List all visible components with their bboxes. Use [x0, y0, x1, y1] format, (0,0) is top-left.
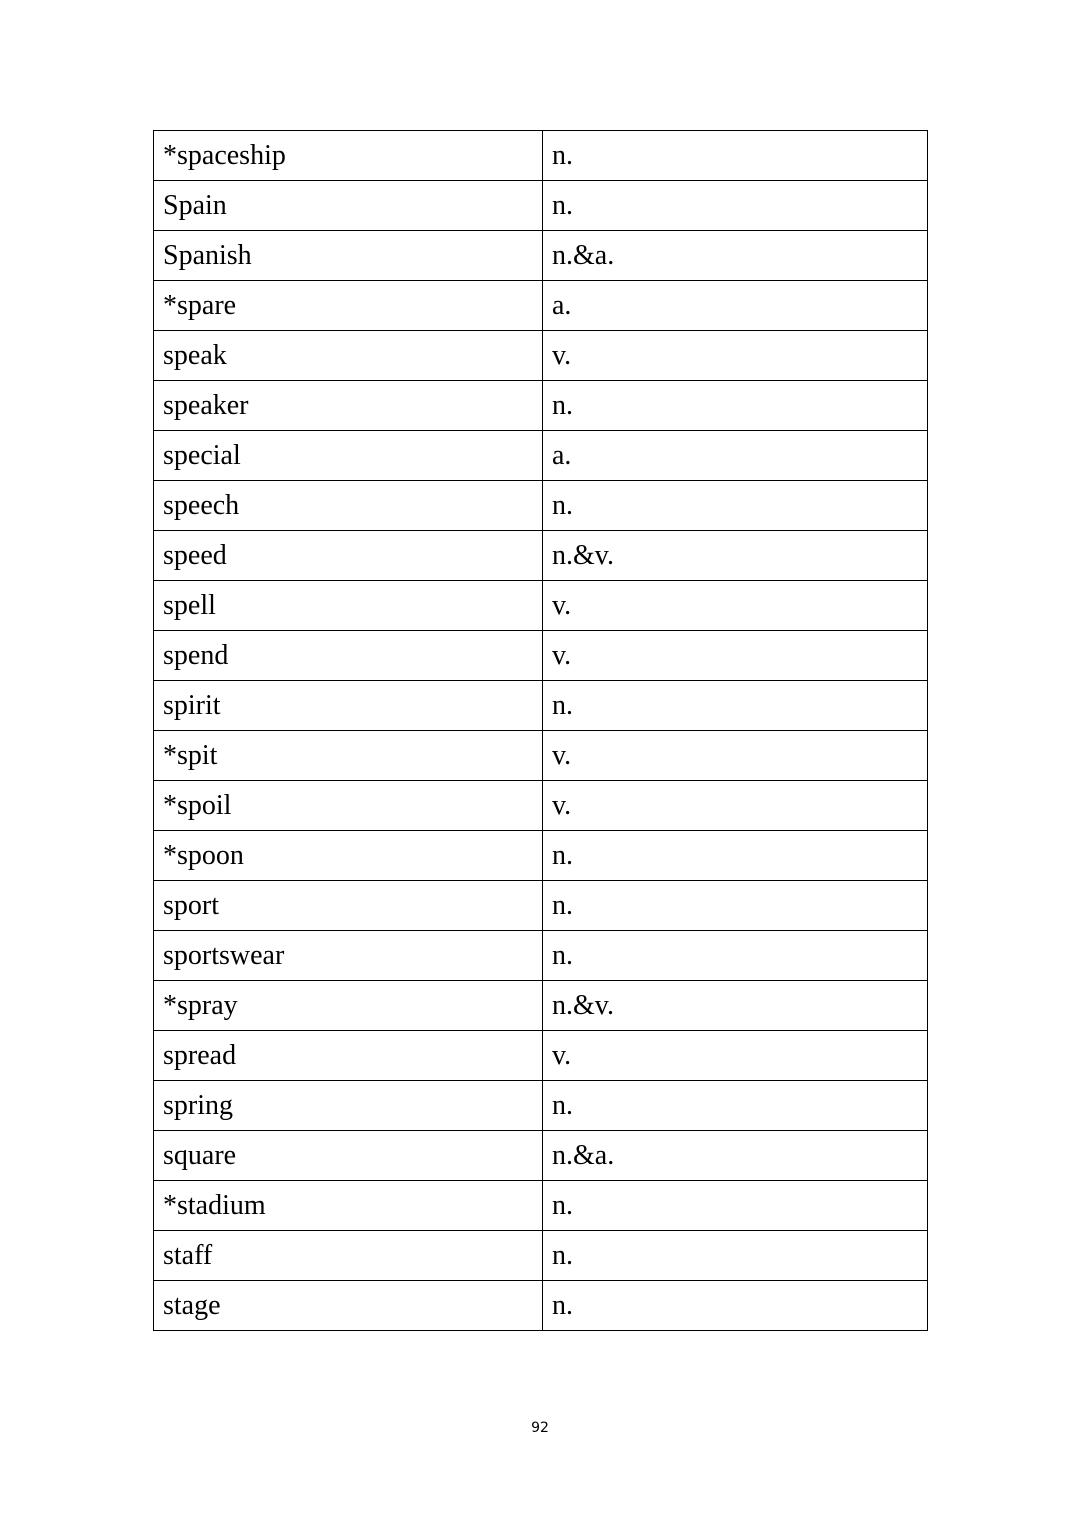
table-row: [154, 481, 928, 531]
part-of-speech-cell: v.: [543, 581, 928, 631]
table-row: [154, 181, 928, 231]
word-cell: speaker: [154, 381, 543, 431]
word-cell: Spain: [154, 181, 543, 231]
part-of-speech-cell: v.: [543, 1031, 928, 1081]
part-of-speech-cell: a.: [543, 431, 928, 481]
word-cell: *spoon: [154, 831, 543, 881]
vocabulary-table: [153, 130, 928, 1331]
part-of-speech-cell: v.: [543, 331, 928, 381]
word-cell: speak: [154, 331, 543, 381]
table-row: [154, 1081, 928, 1131]
part-of-speech-cell: n.: [543, 1181, 928, 1231]
word-cell: spell: [154, 581, 543, 631]
table-row: [154, 931, 928, 981]
part-of-speech-cell: v.: [543, 631, 928, 681]
part-of-speech-cell: n.: [543, 131, 928, 181]
word-cell: stage: [154, 1281, 543, 1331]
table-row: [154, 381, 928, 431]
word-cell: sportswear: [154, 931, 543, 981]
table-row: [154, 1181, 928, 1231]
word-cell: speed: [154, 531, 543, 581]
word-cell: square: [154, 1131, 543, 1181]
word-cell: *spare: [154, 281, 543, 331]
vocabulary-table-body: [154, 131, 928, 1331]
part-of-speech-cell: n.: [543, 881, 928, 931]
word-cell: spirit: [154, 681, 543, 731]
table-row: [154, 431, 928, 481]
table-row: [154, 281, 928, 331]
word-cell: special: [154, 431, 543, 481]
part-of-speech-cell: n.: [543, 1081, 928, 1131]
table-row: [154, 681, 928, 731]
table-row: [154, 1131, 928, 1181]
table-row: [154, 231, 928, 281]
table-row: [154, 981, 928, 1031]
table-row: [154, 331, 928, 381]
word-cell: spring: [154, 1081, 543, 1131]
part-of-speech-cell: n.&v.: [543, 531, 928, 581]
part-of-speech-cell: n.: [543, 1281, 928, 1331]
word-cell: spread: [154, 1031, 543, 1081]
word-cell: *spoil: [154, 781, 543, 831]
part-of-speech-cell: n.: [543, 481, 928, 531]
word-cell: speech: [154, 481, 543, 531]
part-of-speech-cell: n.: [543, 681, 928, 731]
part-of-speech-cell: n.: [543, 381, 928, 431]
part-of-speech-cell: n.&a.: [543, 1131, 928, 1181]
word-cell: spend: [154, 631, 543, 681]
table-row: [154, 581, 928, 631]
word-cell: *spray: [154, 981, 543, 1031]
table-row: [154, 831, 928, 881]
part-of-speech-cell: n.: [543, 181, 928, 231]
part-of-speech-cell: n.&a.: [543, 231, 928, 281]
word-cell: sport: [154, 881, 543, 931]
part-of-speech-cell: n.&v.: [543, 981, 928, 1031]
table-row: [154, 1281, 928, 1331]
table-row: [154, 631, 928, 681]
word-cell: *stadium: [154, 1181, 543, 1231]
table-row: [154, 531, 928, 581]
table-row: [154, 781, 928, 831]
part-of-speech-cell: n.: [543, 931, 928, 981]
table-row: [154, 1231, 928, 1281]
word-cell: staff: [154, 1231, 543, 1281]
table-row: [154, 731, 928, 781]
table-row: [154, 881, 928, 931]
part-of-speech-cell: v.: [543, 781, 928, 831]
word-cell: Spanish: [154, 231, 543, 281]
table-row: [154, 1031, 928, 1081]
part-of-speech-cell: a.: [543, 281, 928, 331]
word-cell: *spit: [154, 731, 543, 781]
part-of-speech-cell: v.: [543, 731, 928, 781]
page-number: 92: [531, 1420, 549, 1436]
table-row: [154, 131, 928, 181]
part-of-speech-cell: n.: [543, 831, 928, 881]
part-of-speech-cell: n.: [543, 1231, 928, 1281]
word-cell: *spaceship: [154, 131, 543, 181]
